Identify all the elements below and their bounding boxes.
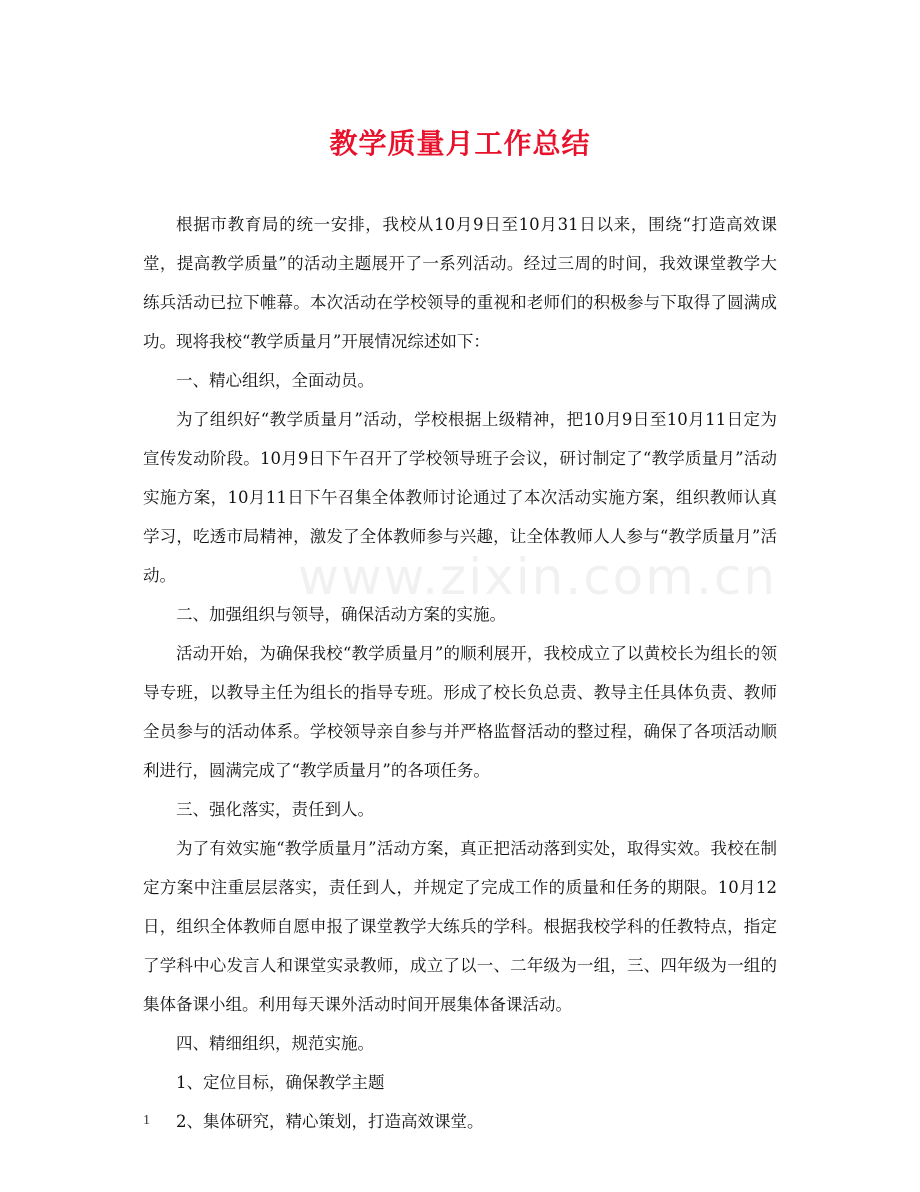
section-heading-2: 二、加强组织与领导，确保活动方案的实施。 — [176, 605, 506, 624]
paragraph-section-2: 活动开始，为确保我校“教学质量月”的顺利展开，我校成立了以黄校长为组长的领导专班，以教导主任为组长的指导专班。形成了校长负总责、教导主任具体负责、教师全员参与的活动体系。学校领导亲自参与并严格监督活动的整过程，确保了各项活动顺利进行，圆满完成了“教学质量月”的各项任务。 — [143, 644, 777, 780]
watermark-text: www.zixin.com.cn — [298, 548, 778, 606]
page-number: 1 — [143, 1113, 150, 1128]
paragraph-section-3: 为了有效实施“教学质量月”活动方案，真正把活动落到实处，取得实效。我校在制定方案中注重层层落实，责任到人，并规定了完成工作的质量和任务的期限。10月12日，组织全体教师自愿申报了课堂教学大练兵的学科。根据我校学科的任教特点，指定了学科中心发言人和课堂实录教师，成立了以一、二年级为一组，三、四年级为一组的集体备课小组。利用每天课外活动时间开展集体备课活动。 — [143, 839, 777, 1014]
paragraph-intro: 根据市教育局的统一安排，我校从10月9日至10月31日以来，围绕“打造高效课堂，提高教学质量”的活动主题展开了一系列活动。经过三周的时间，我效课堂教学大练兵活动已拉下帷幕。本次活动在学校领导的重视和老师们的积极参与下取得了圆满成功。现将我校“教学质量月”开展情况综述如下： — [143, 215, 777, 351]
paragraph-section-1: 为了组织好“教学质量月”活动，学校根据上级精神，把10月9日至10月11日定为宣传发动阶段。10月9日下午召开了学校领导班子会议，研讨制定了“教学质量月”活动实施方案，10月11日下午召集全体教师讨论通过了本次活动实施方案，组织教师认真学习，吃透市局精神，激发了全体教师参与兴趣，让全体教师人人参与“教学质量月”活动。 — [143, 410, 777, 585]
document-body — [143, 205, 777, 1141]
list-item-2: 2、集体研究，精心策划，打造高效课堂。 — [176, 1112, 484, 1131]
section-heading-3: 三、强化落实，责任到人。 — [176, 800, 374, 819]
list-item-1: 1、定位目标，确保教学主题 — [176, 1073, 385, 1092]
section-heading-4: 四、精细组织，规范实施。 — [176, 1034, 374, 1053]
document-title: 教学质量月工作总结 — [329, 127, 591, 160]
section-heading-1: 一、精心组织，全面动员。 — [176, 371, 374, 390]
